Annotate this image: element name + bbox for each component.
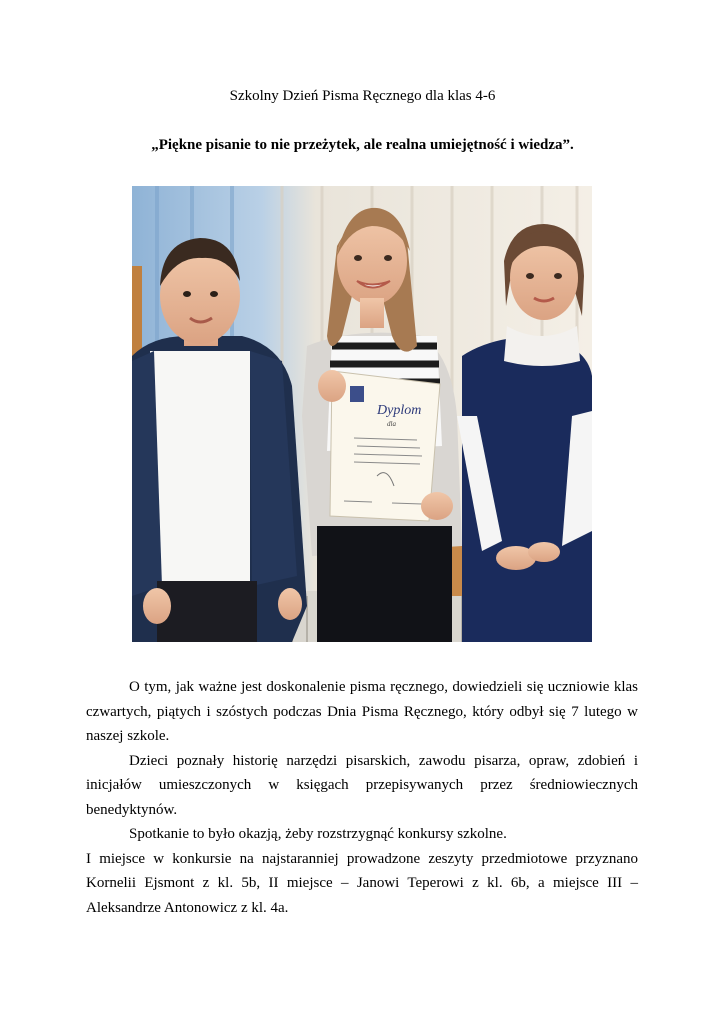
- document-motto: „Piękne pisanie to nie przeżytek, ale realna umiejętność i wiedza”.: [151, 137, 574, 153]
- award-photo: [132, 186, 592, 642]
- document-title: Szkolny Dzień Pisma Ręcznego dla klas 4-6: [229, 88, 496, 104]
- paragraph-4: I miejsce w konkursie na najstaranniej prowadzone zeszyty przedmiotowe przyznano Kornelii Ejsmont z kl. 5b, II miejsce – Janowi Teperowi z kl. 6b, a miejsce III – Aleksandrze Antonowicz z kl. 4a.: [86, 850, 638, 916]
- article-body: [86, 675, 638, 920]
- paragraph-1: O tym, jak ważne jest doskonalenie pisma ręcznego, dowiedzieli się uczniowie klas czwartych, piątych i szóstych podczas Dnia Pisma Ręcznego, który odbył się 7 lutego w naszej szkole.: [86, 679, 638, 744]
- diploma-heading: Dyplom: [377, 403, 422, 418]
- paragraph-2: Dzieci poznały historię narzędzi pisarskich, zawodu pisarza, opraw, zdobień i inicjałów umieszczonych w księgach przepisywanych przez średniowiecznych benedyktynów.: [86, 752, 638, 818]
- diploma-subheading: dla: [387, 420, 396, 428]
- paragraph-3: Spotkanie to było okazją, żeby rozstrzygnąć konkursy szkolne.: [129, 826, 507, 842]
